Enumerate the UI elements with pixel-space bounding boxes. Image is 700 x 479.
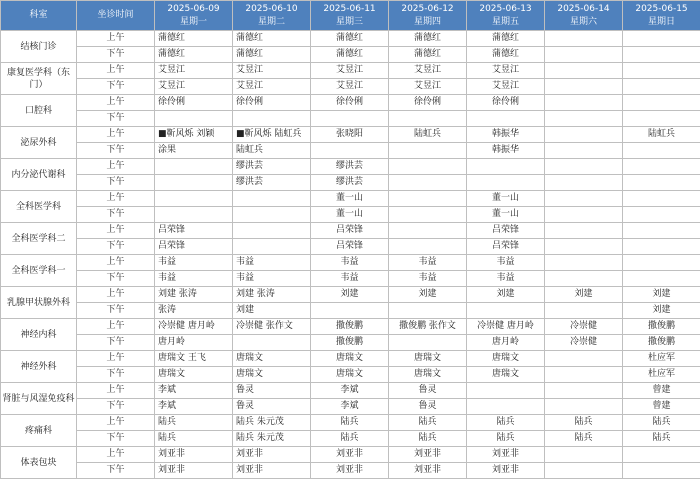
doctor-cell: 缪洪芸 bbox=[233, 159, 311, 175]
doctor-cell: 徐伶俐 bbox=[467, 95, 545, 111]
department-name: 结核门诊 bbox=[1, 31, 77, 63]
doctor-cell bbox=[545, 95, 623, 111]
doctor-cell: 艾昱江 bbox=[311, 63, 389, 79]
doctor-cell: 韦益 bbox=[311, 255, 389, 271]
doctor-cell bbox=[155, 159, 233, 175]
doctor-cell bbox=[389, 335, 467, 351]
doctor-cell: 陆兵 朱元茂 bbox=[233, 431, 311, 447]
session-afternoon: 下午 bbox=[77, 175, 155, 191]
doctor-cell: 唐瑞文 bbox=[311, 351, 389, 367]
doctor-cell: 刘亚非 bbox=[467, 463, 545, 479]
session-afternoon: 下午 bbox=[77, 303, 155, 319]
doctor-cell: 唐瑞文 bbox=[311, 367, 389, 383]
doctor-cell bbox=[467, 175, 545, 191]
doctor-cell: 刘亚非 bbox=[467, 447, 545, 463]
header-day-fri: 2025-06-13 星期五 bbox=[467, 1, 545, 31]
doctor-cell bbox=[389, 111, 467, 127]
doctor-cell: 韦益 bbox=[155, 271, 233, 287]
doctor-cell: 涂果 bbox=[155, 143, 233, 159]
doctor-cell bbox=[623, 143, 700, 159]
department-name: 神经外科 bbox=[1, 351, 77, 383]
department-name: 神经内科 bbox=[1, 319, 77, 351]
doctor-cell: 蒲德红 bbox=[467, 47, 545, 63]
doctor-cell: 冷崇健 bbox=[545, 319, 623, 335]
session-morning: 上午 bbox=[77, 63, 155, 79]
session-afternoon: 下午 bbox=[77, 271, 155, 287]
doctor-cell bbox=[545, 255, 623, 271]
doctor-cell: 唐瑞文 bbox=[467, 351, 545, 367]
doctor-cell: 撒俊鹏 bbox=[311, 319, 389, 335]
doctor-cell bbox=[623, 31, 700, 47]
doctor-cell bbox=[389, 191, 467, 207]
doctor-cell: 唐瑞文 王飞 bbox=[155, 351, 233, 367]
doctor-cell: 李斌 bbox=[311, 399, 389, 415]
doctor-cell: 冷崇健 唐月岭 bbox=[467, 319, 545, 335]
table-row bbox=[1, 335, 700, 351]
doctor-cell: 刘建 bbox=[467, 287, 545, 303]
doctor-cell: 徐伶俐 bbox=[155, 95, 233, 111]
doctor-cell bbox=[155, 175, 233, 191]
doctor-cell: 刘亚非 bbox=[389, 447, 467, 463]
table-row bbox=[1, 271, 700, 287]
doctor-cell bbox=[623, 175, 700, 191]
doctor-cell: 陆兵 bbox=[155, 431, 233, 447]
doctor-cell: 刘建 bbox=[623, 303, 700, 319]
doctor-cell: 蒲德红 bbox=[311, 47, 389, 63]
doctor-cell bbox=[389, 303, 467, 319]
doctor-cell: 吕荣锋 bbox=[155, 223, 233, 239]
session-morning: 上午 bbox=[77, 415, 155, 431]
doctor-cell bbox=[545, 367, 623, 383]
doctor-cell bbox=[545, 31, 623, 47]
doctor-cell bbox=[545, 63, 623, 79]
doctor-cell: 陆兵 bbox=[311, 415, 389, 431]
doctor-cell: 陆兵 bbox=[623, 415, 700, 431]
doctor-cell: 吕荣锋 bbox=[155, 239, 233, 255]
doctor-cell: 徐伶俐 bbox=[311, 95, 389, 111]
doctor-cell bbox=[389, 239, 467, 255]
session-morning: 上午 bbox=[77, 319, 155, 335]
table-row bbox=[1, 175, 700, 191]
doctor-cell bbox=[623, 159, 700, 175]
doctor-cell bbox=[467, 399, 545, 415]
doctor-cell: 韦益 bbox=[155, 255, 233, 271]
doctor-cell: 陆兵 bbox=[389, 415, 467, 431]
doctor-cell: 董一山 bbox=[467, 191, 545, 207]
doctor-cell bbox=[389, 143, 467, 159]
doctor-cell bbox=[623, 63, 700, 79]
session-afternoon: 下午 bbox=[77, 79, 155, 95]
doctor-cell bbox=[623, 111, 700, 127]
doctor-cell: 李斌 bbox=[311, 383, 389, 399]
session-morning: 上午 bbox=[77, 447, 155, 463]
schedule-body bbox=[1, 31, 700, 479]
doctor-cell: 韦益 bbox=[467, 255, 545, 271]
header-row bbox=[1, 1, 700, 31]
doctor-cell: 鲁灵 bbox=[233, 383, 311, 399]
doctor-cell: 刘亚非 bbox=[155, 447, 233, 463]
session-afternoon: 下午 bbox=[77, 335, 155, 351]
doctor-cell bbox=[545, 47, 623, 63]
doctor-cell bbox=[545, 111, 623, 127]
doctor-cell: 张晓阳 bbox=[311, 127, 389, 143]
table-row bbox=[1, 127, 700, 143]
doctor-cell bbox=[545, 351, 623, 367]
doctor-cell bbox=[155, 191, 233, 207]
doctor-cell: 蒲德红 bbox=[389, 47, 467, 63]
doctor-cell: 陆虹兵 bbox=[623, 127, 700, 143]
doctor-cell: ■靳风烁 刘颖 bbox=[155, 127, 233, 143]
doctor-cell: 徐伶俐 bbox=[233, 95, 311, 111]
table-row bbox=[1, 223, 700, 239]
table-row bbox=[1, 351, 700, 367]
session-morning: 上午 bbox=[77, 351, 155, 367]
doctor-cell: 缪洪芸 bbox=[311, 175, 389, 191]
table-row bbox=[1, 415, 700, 431]
table-row bbox=[1, 319, 700, 335]
doctor-cell: 韩振华 bbox=[467, 127, 545, 143]
doctor-cell: 刘亚非 bbox=[389, 463, 467, 479]
doctor-cell: 唐瑞文 bbox=[467, 367, 545, 383]
session-afternoon: 下午 bbox=[77, 431, 155, 447]
session-afternoon: 下午 bbox=[77, 143, 155, 159]
session-afternoon: 下午 bbox=[77, 47, 155, 63]
header-day-sun: 2025-06-15 星期日 bbox=[623, 1, 700, 31]
doctor-cell bbox=[545, 223, 623, 239]
doctor-cell: 吕荣锋 bbox=[467, 239, 545, 255]
doctor-cell: 艾昱江 bbox=[155, 63, 233, 79]
table-row bbox=[1, 31, 700, 47]
doctor-cell: 唐瑞文 bbox=[155, 367, 233, 383]
doctor-cell: 刘亚非 bbox=[233, 463, 311, 479]
doctor-cell: 蒲德红 bbox=[311, 31, 389, 47]
doctor-cell: 刘亚非 bbox=[155, 463, 233, 479]
doctor-cell: 鲁灵 bbox=[389, 383, 467, 399]
doctor-cell: 艾昱江 bbox=[389, 79, 467, 95]
doctor-cell: 刘建 bbox=[545, 287, 623, 303]
doctor-cell: 艾昱江 bbox=[233, 63, 311, 79]
doctor-cell bbox=[545, 79, 623, 95]
doctor-cell: 曾建 bbox=[623, 383, 700, 399]
doctor-cell: 刘建 张涛 bbox=[233, 287, 311, 303]
doctor-cell bbox=[623, 255, 700, 271]
doctor-cell: 缪洪芸 bbox=[311, 159, 389, 175]
doctor-cell bbox=[545, 175, 623, 191]
table-row bbox=[1, 191, 700, 207]
doctor-cell: 韦益 bbox=[389, 255, 467, 271]
session-afternoon: 下午 bbox=[77, 207, 155, 223]
doctor-cell bbox=[233, 239, 311, 255]
doctor-cell: 杜应军 bbox=[623, 367, 700, 383]
header-day-wed: 2025-06-11 星期三 bbox=[311, 1, 389, 31]
table-row bbox=[1, 399, 700, 415]
session-morning: 上午 bbox=[77, 127, 155, 143]
table-row bbox=[1, 431, 700, 447]
session-afternoon: 下午 bbox=[77, 463, 155, 479]
session-afternoon: 下午 bbox=[77, 399, 155, 415]
doctor-cell: 唐月岭 bbox=[155, 335, 233, 351]
doctor-cell: 蒲德红 bbox=[155, 31, 233, 47]
doctor-cell: 董一山 bbox=[311, 207, 389, 223]
doctor-cell: 唐月岭 bbox=[467, 335, 545, 351]
department-name: 乳腺甲状腺外科 bbox=[1, 287, 77, 319]
department-name: 口腔科 bbox=[1, 95, 77, 127]
doctor-cell: 艾昱江 bbox=[233, 79, 311, 95]
doctor-cell bbox=[233, 207, 311, 223]
department-name: 全科医学科二 bbox=[1, 223, 77, 255]
doctor-cell: 董一山 bbox=[311, 191, 389, 207]
doctor-cell: 唐瑞文 bbox=[389, 367, 467, 383]
doctor-cell: 陆兵 bbox=[389, 431, 467, 447]
department-name: 肾脏与风湿免疫科 bbox=[1, 383, 77, 415]
doctor-cell: 韦益 bbox=[467, 271, 545, 287]
doctor-cell bbox=[623, 223, 700, 239]
doctor-cell bbox=[623, 239, 700, 255]
doctor-cell bbox=[389, 159, 467, 175]
doctor-cell: 刘亚非 bbox=[311, 463, 389, 479]
doctor-cell: 艾昱江 bbox=[311, 79, 389, 95]
doctor-cell bbox=[155, 111, 233, 127]
doctor-cell bbox=[623, 47, 700, 63]
session-morning: 上午 bbox=[77, 95, 155, 111]
table-row bbox=[1, 79, 700, 95]
doctor-cell bbox=[467, 111, 545, 127]
doctor-cell: 陆兵 bbox=[155, 415, 233, 431]
doctor-cell: 陆兵 bbox=[545, 431, 623, 447]
doctor-cell: 曾建 bbox=[623, 399, 700, 415]
doctor-cell: 刘建 张涛 bbox=[155, 287, 233, 303]
doctor-cell: 撒俊鹏 bbox=[623, 319, 700, 335]
doctor-cell: 唐瑞文 bbox=[233, 351, 311, 367]
header-day-thu: 2025-06-12 星期四 bbox=[389, 1, 467, 31]
doctor-cell bbox=[545, 303, 623, 319]
session-morning: 上午 bbox=[77, 159, 155, 175]
doctor-cell bbox=[545, 191, 623, 207]
doctor-cell: 刘建 bbox=[233, 303, 311, 319]
doctor-cell bbox=[233, 335, 311, 351]
header-day-mon: 2025-06-09 星期一 bbox=[155, 1, 233, 31]
doctor-cell: 吕荣锋 bbox=[311, 223, 389, 239]
doctor-cell bbox=[545, 159, 623, 175]
department-name: 泌尿外科 bbox=[1, 127, 77, 159]
doctor-cell: 鲁灵 bbox=[389, 399, 467, 415]
doctor-cell bbox=[623, 207, 700, 223]
table-row bbox=[1, 367, 700, 383]
doctor-cell bbox=[545, 239, 623, 255]
doctor-cell: 刘建 bbox=[311, 287, 389, 303]
doctor-cell bbox=[623, 271, 700, 287]
doctor-cell bbox=[467, 383, 545, 399]
doctor-cell bbox=[545, 127, 623, 143]
session-morning: 上午 bbox=[77, 383, 155, 399]
doctor-cell: 艾昱江 bbox=[155, 79, 233, 95]
doctor-cell bbox=[623, 79, 700, 95]
doctor-cell: 杜应军 bbox=[623, 351, 700, 367]
doctor-cell: 缪洪芸 bbox=[233, 175, 311, 191]
header-day-sat: 2025-06-14 星期六 bbox=[545, 1, 623, 31]
table-row bbox=[1, 207, 700, 223]
doctor-cell bbox=[623, 447, 700, 463]
doctor-cell bbox=[467, 303, 545, 319]
doctor-cell: 蒲德红 bbox=[467, 31, 545, 47]
doctor-cell bbox=[545, 143, 623, 159]
doctor-cell: 撒俊鹏 bbox=[623, 335, 700, 351]
table-row bbox=[1, 159, 700, 175]
session-morning: 上午 bbox=[77, 255, 155, 271]
doctor-cell: 陆虹兵 bbox=[233, 143, 311, 159]
doctor-cell bbox=[389, 207, 467, 223]
doctor-cell: 刘建 bbox=[623, 287, 700, 303]
doctor-cell: 撒俊鹏 张作文 bbox=[389, 319, 467, 335]
doctor-cell: 韩振华 bbox=[467, 143, 545, 159]
session-afternoon: 下午 bbox=[77, 367, 155, 383]
header-dept: 科室 bbox=[1, 1, 77, 31]
doctor-cell: 陆兵 bbox=[623, 431, 700, 447]
doctor-cell: 蒲德红 bbox=[233, 47, 311, 63]
table-row bbox=[1, 143, 700, 159]
doctor-cell bbox=[311, 303, 389, 319]
table-row bbox=[1, 287, 700, 303]
doctor-cell: 刘建 bbox=[389, 287, 467, 303]
doctor-cell: 陆兵 bbox=[467, 431, 545, 447]
doctor-cell: 吕荣锋 bbox=[467, 223, 545, 239]
doctor-cell: 撒俊鹏 bbox=[311, 335, 389, 351]
doctor-cell: 韦益 bbox=[389, 271, 467, 287]
doctor-cell bbox=[623, 95, 700, 111]
department-name: 疼痛科 bbox=[1, 415, 77, 447]
doctor-cell bbox=[155, 207, 233, 223]
doctor-cell: 韦益 bbox=[233, 255, 311, 271]
table-row bbox=[1, 95, 700, 111]
doctor-cell: 陆兵 bbox=[545, 415, 623, 431]
table-row bbox=[1, 63, 700, 79]
doctor-cell: 刘亚非 bbox=[233, 447, 311, 463]
doctor-cell: 韦益 bbox=[311, 271, 389, 287]
doctor-cell: 蒲德红 bbox=[389, 31, 467, 47]
department-name: 体表包块 bbox=[1, 447, 77, 479]
doctor-cell bbox=[467, 159, 545, 175]
table-row bbox=[1, 255, 700, 271]
doctor-cell: 艾昱江 bbox=[467, 79, 545, 95]
doctor-cell: 董一山 bbox=[467, 207, 545, 223]
doctor-cell: ■靳风烁 陆虹兵 bbox=[233, 127, 311, 143]
session-afternoon: 下午 bbox=[77, 111, 155, 127]
doctor-cell: 艾昱江 bbox=[467, 63, 545, 79]
doctor-cell bbox=[311, 143, 389, 159]
table-row bbox=[1, 239, 700, 255]
department-name: 康复医学科（东门） bbox=[1, 63, 77, 95]
doctor-cell: 韦益 bbox=[233, 271, 311, 287]
doctor-cell: 张涛 bbox=[155, 303, 233, 319]
doctor-cell: 陆兵 bbox=[311, 431, 389, 447]
department-name: 全科医学科 bbox=[1, 191, 77, 223]
header-day-tue: 2025-06-10 星期二 bbox=[233, 1, 311, 31]
doctor-cell: 蒲德红 bbox=[233, 31, 311, 47]
doctor-cell bbox=[389, 223, 467, 239]
doctor-cell: 蒲德红 bbox=[155, 47, 233, 63]
table-row bbox=[1, 447, 700, 463]
doctor-cell: 李斌 bbox=[155, 399, 233, 415]
session-morning: 上午 bbox=[77, 31, 155, 47]
doctor-cell: 徐伶俐 bbox=[389, 95, 467, 111]
session-afternoon: 下午 bbox=[77, 239, 155, 255]
doctor-cell: 唐瑞文 bbox=[389, 351, 467, 367]
doctor-cell: 唐瑞文 bbox=[233, 367, 311, 383]
doctor-cell: 冷崇健 唐月岭 bbox=[155, 319, 233, 335]
doctor-cell bbox=[233, 191, 311, 207]
doctor-cell bbox=[545, 447, 623, 463]
doctor-cell bbox=[545, 207, 623, 223]
doctor-cell: 冷崇健 bbox=[545, 335, 623, 351]
table-row bbox=[1, 303, 700, 319]
session-morning: 上午 bbox=[77, 191, 155, 207]
doctor-cell bbox=[389, 175, 467, 191]
department-name: 内分泌代谢科 bbox=[1, 159, 77, 191]
doctor-cell: 陆兵 bbox=[467, 415, 545, 431]
department-name: 全科医学科一 bbox=[1, 255, 77, 287]
table-row bbox=[1, 47, 700, 63]
doctor-cell: 冷崇健 张作文 bbox=[233, 319, 311, 335]
doctor-cell: 艾昱江 bbox=[389, 63, 467, 79]
doctor-cell: 刘亚非 bbox=[311, 447, 389, 463]
doctor-cell bbox=[311, 111, 389, 127]
doctor-cell bbox=[233, 111, 311, 127]
doctor-cell bbox=[233, 223, 311, 239]
doctor-cell: 陆兵 朱元茂 bbox=[233, 415, 311, 431]
doctor-cell bbox=[545, 383, 623, 399]
session-morning: 上午 bbox=[77, 287, 155, 303]
doctor-cell: 吕荣锋 bbox=[311, 239, 389, 255]
table-row bbox=[1, 383, 700, 399]
doctor-cell bbox=[623, 191, 700, 207]
doctor-cell bbox=[545, 399, 623, 415]
doctor-cell: 李斌 bbox=[155, 383, 233, 399]
doctor-cell: 陆虹兵 bbox=[389, 127, 467, 143]
table-row bbox=[1, 111, 700, 127]
session-morning: 上午 bbox=[77, 223, 155, 239]
doctor-cell bbox=[545, 271, 623, 287]
doctor-cell: 鲁灵 bbox=[233, 399, 311, 415]
header-time: 坐诊时间 bbox=[77, 1, 155, 31]
